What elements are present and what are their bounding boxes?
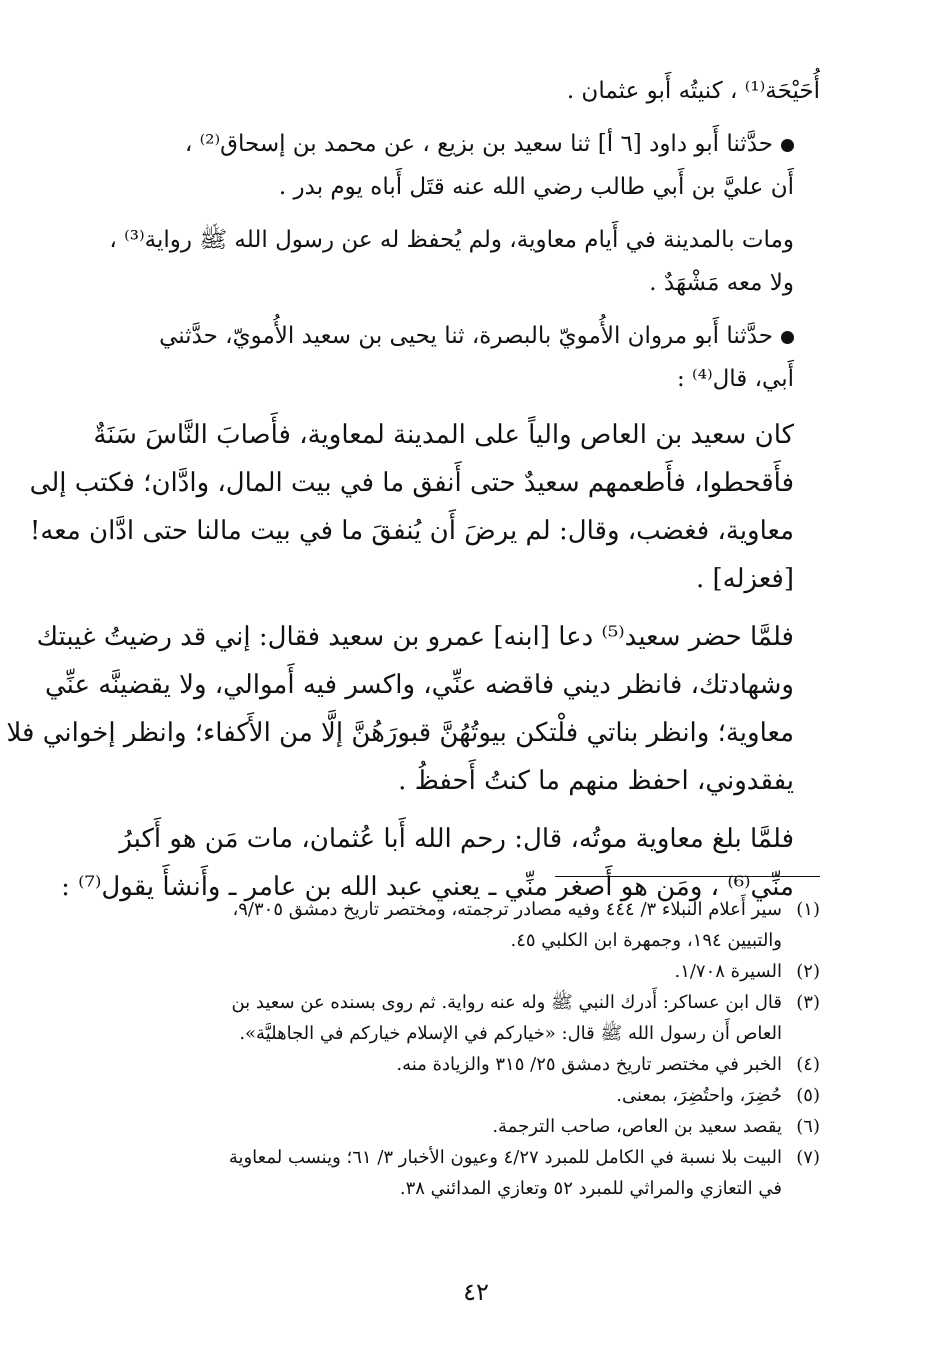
footnote-divider <box>555 876 820 877</box>
text-line: فأَقحطوا، فأَطعمهم سعيدٌ حتى أَنفق ما في بيت المال، وادَّان؛ فكتب إلى <box>29 468 794 498</box>
footnote-number: (٥) <box>796 1085 820 1106</box>
text-line: يفقدوني، احفظ منهم ما كنتُ أَحفظُ . <box>398 766 794 796</box>
footnote-number: (٦) <box>796 1116 820 1137</box>
text-line: ومات بالمدينة في أَيام معاوية، ولم يُحفظ له عن رسول الله ﷺ رواية⁽³⁾ ، <box>109 227 794 253</box>
footnote-text: البيت بلا نسبة في الكامل للمبرد ٤/٢٧ وعيون الأخبار ٣/ ٦١؛ وينسب لمعاوية <box>228 1147 782 1168</box>
paragraph-6 <box>6 613 820 805</box>
text-line-content: حدَّثنا أَبو مروان الأُمويّ بالبصرة، ثنا يحيى بن سعيد الأُمويّ، حدَّثني <box>159 323 773 349</box>
text-line: منِّي⁽⁶⁾ ، ومَن هو أَصغر منِّي ـ يعني عبد الله بن عامر ـ وأَنشأَ يقول⁽⁷⁾ : <box>61 872 794 902</box>
footnote-text: السيرة ١/٧٠٨. <box>674 961 782 982</box>
footnote-text: حُضِرَ، واحتُضِرَ، بمعنى. <box>616 1085 782 1106</box>
text-line <box>100 315 794 358</box>
footnote-number: (٤) <box>796 1054 820 1075</box>
page-number: ٤٢ <box>463 1278 489 1306</box>
footnote-3-continuation: العاص أَن رسول الله ﷺ قال: «خياركم في الإسلام خياركم في الجاهليَّة». <box>239 1023 782 1044</box>
footnote-4 <box>100 1049 820 1080</box>
text-line: فلمَّا حضر سعيد⁽⁵⁾ دعا [ابنه] عمرو بن سعيد فقال: إني قد رضيتُ غيبتك <box>36 622 794 652</box>
footnote-2 <box>100 956 820 987</box>
bullet-icon <box>781 139 794 152</box>
text-line: أُحَيْحَة⁽¹⁾ ، كنيتُه أَبو عثمان . <box>566 78 820 104</box>
text-line: معاوية؛ وانظر بناتي فلْتكن بيوتُهُنَّ قبورَهُنَّ إلَّا من الأَكفاء؛ وانظر إخواني فلا <box>6 718 794 748</box>
text-line-content: حدَّثنا أَبو داود [٦ أ] ثنا سعيد بن بزيع ، عن محمد بن إسحاق⁽²⁾ ، <box>184 131 773 157</box>
text-line: وشهادتك، فانظر ديني فاقضه عنِّي، واكسر فيه أَموالي، ولا يقضينَّه عنِّي <box>45 670 794 700</box>
text-line: [فعزله] . <box>696 564 794 594</box>
footnotes <box>100 894 820 1204</box>
paragraph-1 <box>100 70 820 113</box>
footnote-text: سير أَعلام النبلاء ٣/ ٤٤٤ وفيه مصادر ترجمته، ومختصر تاريخ دمشق ٩/٣٠٥، <box>232 899 782 920</box>
paragraph-5 <box>29 411 820 603</box>
paragraph-3 <box>100 219 820 305</box>
footnote-number: (٧) <box>796 1147 820 1168</box>
footnote-number: (١) <box>796 899 820 920</box>
text-line: كان سعيد بن العاص والياً على المدينة لمعاوية، فأَصابَ النَّاسَ سَنَةٌ <box>93 420 794 450</box>
paragraph-4 <box>100 315 820 401</box>
bullet-icon <box>781 331 794 344</box>
footnote-text: يقصد سعيد بن العاص، صاحب الترجمة. <box>492 1116 782 1137</box>
footnote-number: (٢) <box>796 961 820 982</box>
text-line: معاوية، فغضب، وقال: لم يرضَ أَن يُنفقَ ما في بيت مالنا حتى ادَّان معه! <box>29 516 794 546</box>
footnote-number: (٣) <box>796 992 820 1013</box>
footnote-text: قال ابن عساكر: أَدرك النبي ﷺ وله عنه رواية. ثم روى بسنده عن سعيد بن <box>231 992 782 1013</box>
footnote-text: الخبر في مختصر تاريخ دمشق ٢٥/ ٣١٥ والزيادة منه. <box>396 1054 782 1075</box>
text-line: أَن عليَّ بن أَبي طالب رضي الله عنه قتَل أَباه يوم بدر . <box>278 174 794 200</box>
footnote-6 <box>100 1111 820 1142</box>
paragraph-2 <box>100 123 820 209</box>
text-line <box>100 123 794 166</box>
text-line: أَبي، قال⁽⁴⁾ : <box>676 366 794 392</box>
footnote-7-continuation: في التعازي والمراثي للمبرد ٥٢ وتعازي المدائني ٣٨. <box>399 1178 782 1199</box>
footnote-5 <box>100 1080 820 1111</box>
main-text <box>6 70 820 921</box>
text-line: ولا معه مَشْهَدٌ . <box>649 270 794 296</box>
text-line: فلمَّا بلغ معاوية موتُه، قال: رحم الله أَبا عُثمان، مات مَن هو أَكبرُ <box>119 824 794 854</box>
footnote-7 <box>100 1142 820 1173</box>
footnote-1-continuation: والتبيين ١٩٤، وجمهرة ابن الكلبي ٤٥. <box>510 930 782 951</box>
footnote-3 <box>100 987 820 1018</box>
footnote-1 <box>100 894 820 925</box>
